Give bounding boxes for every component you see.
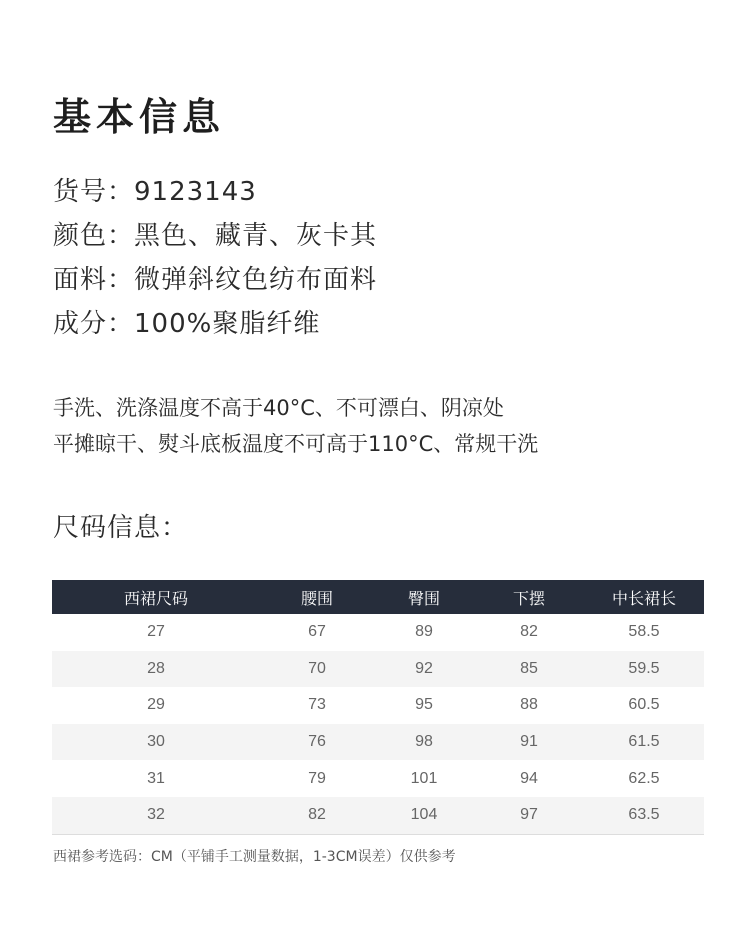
table-row — [52, 760, 704, 797]
cell-length: 60.5 — [628, 696, 660, 714]
cell-hem: 97 — [474, 797, 584, 834]
size-table-header-row — [52, 580, 704, 614]
cell-hip: 89 — [415, 623, 433, 641]
color-options: 颜色：黑色、藏青、灰卡其 — [53, 221, 378, 251]
cell-waist: 70 — [260, 651, 374, 688]
header-waist: 腰围 — [260, 580, 374, 614]
header-midi-length: 中长裙长 — [584, 580, 704, 614]
cell-waist: 82 — [260, 797, 374, 834]
header-skirt-size: 西裙尺码 — [52, 580, 260, 614]
basic-info-title: 基本信息 — [53, 95, 226, 139]
size-info-title: 尺码信息： — [53, 513, 189, 543]
cell-size: 32 — [52, 797, 260, 834]
cell-hem: 88 — [520, 696, 538, 714]
cell-size: 28 — [52, 651, 260, 688]
cell-hip: 101 — [410, 769, 438, 787]
basic-info-list — [53, 170, 377, 346]
cell-size: 30 — [52, 724, 260, 761]
composition: 成分：100%聚脂纤维 — [53, 309, 321, 339]
cell-hem: 91 — [474, 724, 584, 761]
cell-waist: 67 — [308, 623, 326, 641]
cell-hip: 104 — [374, 797, 474, 834]
cell-waist: 76 — [260, 724, 374, 761]
cell-length: 62.5 — [628, 769, 660, 787]
cell-hem: 94 — [520, 769, 538, 787]
table-row — [52, 651, 704, 688]
cell-hip: 98 — [374, 724, 474, 761]
header-hip: 臀围 — [374, 580, 474, 614]
header-hem: 下摆 — [474, 580, 584, 614]
cell-waist: 73 — [308, 696, 326, 714]
fabric: 面料：微弹斜纹色纺布面料 — [53, 265, 378, 295]
table-row — [52, 797, 704, 834]
table-row — [52, 724, 704, 761]
cell-hem: 82 — [520, 623, 538, 641]
cell-size: 31 — [147, 769, 165, 787]
item-number: 货号：9123143 — [53, 177, 257, 207]
table-row — [52, 687, 704, 724]
cell-size: 29 — [147, 696, 165, 714]
cell-hip: 95 — [415, 696, 433, 714]
size-table — [52, 580, 704, 835]
cell-length: 59.5 — [584, 651, 704, 688]
care-instructions — [53, 390, 538, 462]
cell-length: 58.5 — [628, 623, 660, 641]
cell-length: 61.5 — [584, 724, 704, 761]
table-row — [52, 614, 704, 651]
cell-length: 63.5 — [584, 797, 704, 834]
size-footnote: 西裙参考选码：CM（平铺手工测量数据，1-3CM误差）仅供参考 — [53, 849, 456, 865]
care-line-wash: 手洗、洗涤温度不高于40°C、不可漂白、阴凉处 — [53, 396, 504, 420]
cell-size: 27 — [147, 623, 165, 641]
cell-hip: 92 — [374, 651, 474, 688]
care-line-dry-iron: 平摊晾干、熨斗底板温度不可高于110°C、常规干洗 — [53, 432, 539, 456]
cell-hem: 85 — [474, 651, 584, 688]
cell-waist: 79 — [308, 769, 326, 787]
